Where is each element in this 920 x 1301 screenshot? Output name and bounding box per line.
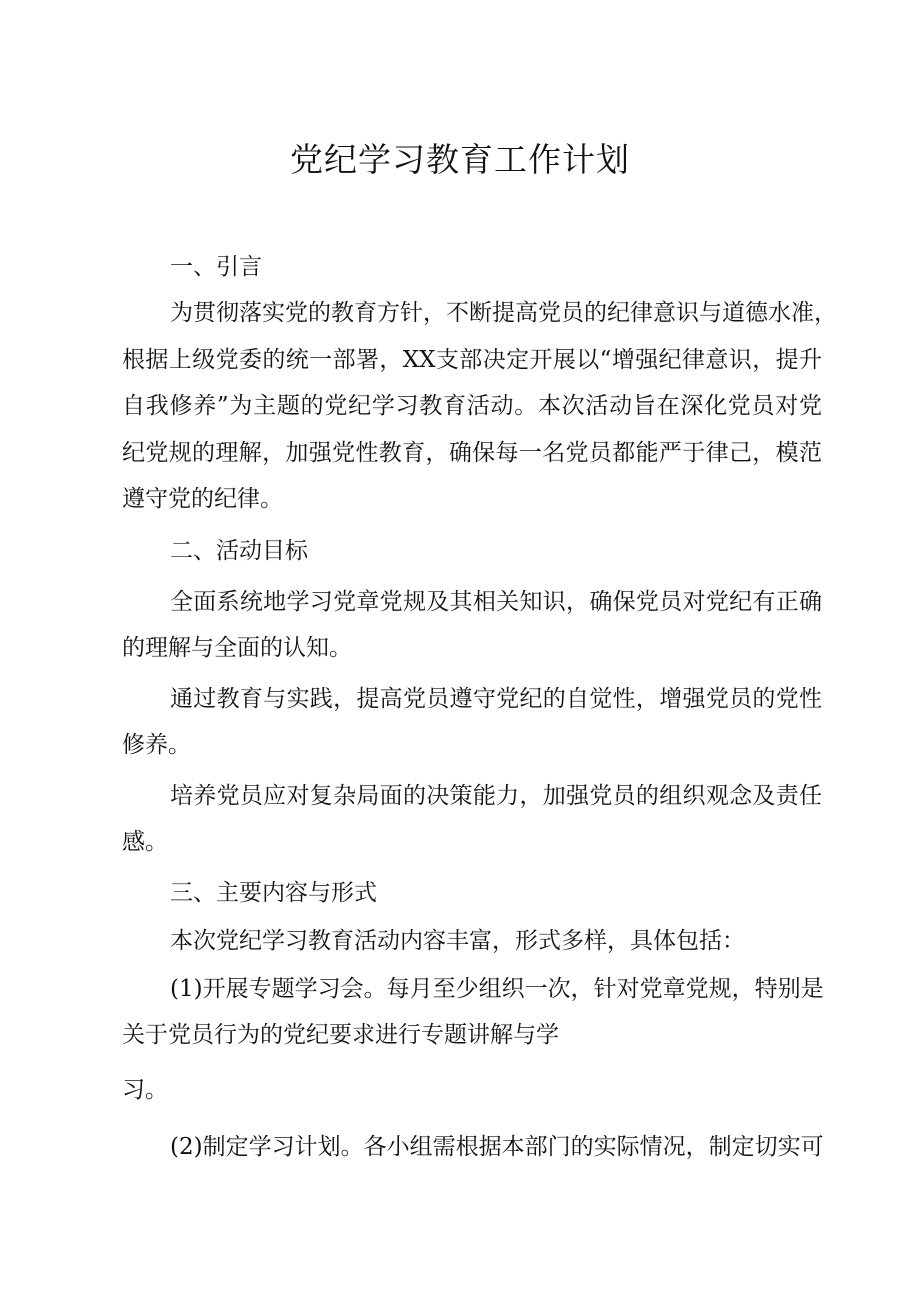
paragraph-line: 感。 — [122, 829, 168, 855]
paragraph-line: 培养党员应对复杂局面的决策能力，加强党员的组织观念及责任 — [170, 783, 822, 809]
section-heading-content: 三、主要内容与形式 — [170, 880, 377, 906]
paragraph-line: 全面系统地学习党章党规及其相关知识，确保党员对党纪有正确 — [170, 589, 822, 615]
document-title: 党纪学习教育工作计划 — [290, 140, 630, 179]
paragraph-line: 习。 — [122, 1077, 168, 1103]
paragraph-line: 自我修养”为主题的党纪学习教育活动。本次活动旨在深化党员对党 — [122, 393, 822, 419]
paragraph-line: 本次党纪学习教育活动内容丰富，形式多样，具体包括： — [170, 928, 745, 954]
section-heading-objectives: 二、活动目标 — [170, 538, 308, 564]
paragraph-line: 关于党员行为的党纪要求进行专题讲解与学 — [122, 1022, 559, 1048]
paragraph-line: 通过教育与实践，提高党员遵守党纪的自觉性，增强党员的党性 — [170, 686, 822, 712]
paragraph-line: 纪党规的理解，加强党性教育，确保每一名党员都能严于律己，模范 — [122, 440, 822, 466]
paragraph-line: 为贯彻落实党的教育方针，不断提高党员的纪律意识与道德水准， — [170, 300, 837, 326]
paragraph-line: 根据上级党委的统一部署，XX支部决定开展以“增强纪律意识，提升 — [122, 347, 822, 373]
paragraph-line: 修养。 — [122, 732, 191, 758]
paragraph-line: (2)制定学习计划。各小组需根据本部门的实际情况，制定切实可 — [170, 1134, 824, 1160]
section-heading-introduction: 一、引言 — [170, 254, 262, 280]
paragraph-line: 遵守党的纪律。 — [122, 486, 283, 512]
paragraph-line: (1)开展专题学习会。每月至少组织一次，针对党章党规，特别是 — [170, 976, 824, 1002]
paragraph-line: 的理解与全面的认知。 — [122, 635, 352, 661]
